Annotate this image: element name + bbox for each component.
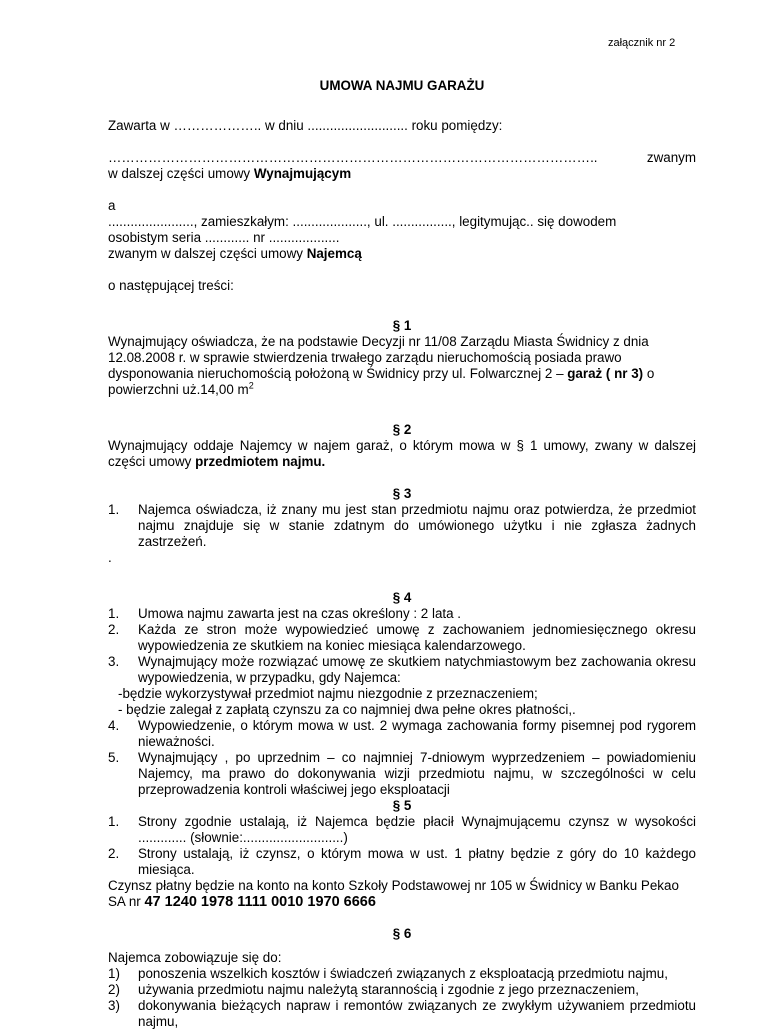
s1-text-bold: garaż ( nr 3) [567,366,644,381]
intro-line-2 [108,150,696,166]
landlord-role-pre: w dalszej części umowy [108,166,254,181]
item-text: Najemca oświadcza, iż znany mu jest stan przedmiotu najmu oraz potwierdza, że przedmiot najmu znajduje się w stanie zdatnym do umówionego użytku i nie zgłasza żadnych zastrzeżeń. [138,502,696,549]
section-3-heading: § 3 [392,486,412,501]
item-text: Umowa najmu zawarta jest na czas określony : 2 lata . [138,606,462,621]
tenant-line-1: ......................., zamieszkałym: ...................., ul. ................, legitymując.. się dowodem [108,214,617,229]
list-item [108,750,696,798]
s1-text-pre: Wynajmujący oświadcza, że na podstawie Decyzji nr 11/08 Zarządu Miasta Świdnicy z dnia 12.08.2008 r. w sprawie stwierdzenia trwałego zarządu nieruchomością posiada prawo dysponowania nieruchomością położoną w Świdnicy przy ul. Folwarcznej 2 – [108,334,649,381]
item-number: 1. [108,502,120,517]
s1-text-post: o powierzchni uż.14,00 m [108,366,655,397]
s1-sup: 2 [248,380,254,391]
item-number: 4. [108,718,120,733]
list-item [108,982,696,998]
list-item [108,998,696,1030]
tenant-role-pre: zwanym w dalszej części umowy [108,246,307,261]
item-text: ponoszenia wszelkich kosztów i świadczeń związanych z eksploatacją przedmiotu najmu, [138,966,668,981]
attachment-label: załącznik nr 2 [608,37,676,49]
list-item [108,622,696,654]
s2-text-pre: Wynajmujący oddaje Najemcy w najem garaż, o którym mowa w § 1 umowy, zwany w dalszej części umowy [108,438,696,469]
item-text: używania przedmiotu najmu należytą starannością i zgodnie z jego przeznaczeniem, [138,982,639,997]
item-number: 2. [108,622,120,637]
list-item [108,502,696,550]
payment-text [108,878,696,910]
s2-text-bold: przedmiotem najmu. [195,454,326,469]
item-number: 1. [108,814,120,829]
section-6-heading: § 6 [392,926,412,941]
list-item [108,606,696,622]
bank-account-number: 47 1240 1978 1111 0010 1970 6666 [144,894,376,910]
item-number: 1) [108,966,120,981]
landlord-role: Wynajmującym [253,166,352,181]
list-item [108,718,696,750]
document-title: UMOWA NAJMU GARAŻU [319,78,485,93]
document-body [108,78,696,1030]
item-text: Każda ze stron może wypowiedzieć umowę z zachowaniem jednomiesięcznego okresu wypowiedzenia ze skutkiem na koniec miesiąca kalendarzowego. [138,622,696,653]
item-text: Strony ustalają, iż czynsz, o którym mowa w ust. 1 płatny będzie z góry do 10 każdego miesiąca. [138,846,696,877]
item-number: 2. [108,846,120,861]
stray-dot: . [108,550,112,565]
item-text: Strony zgodnie ustalają, iż Najemca będzie płacił Wynajmującemu czynsz w wysokości ............. (słownie:...........................) [138,814,696,845]
item-text: Wypowiedzenie, o którym mowa w ust. 2 wymaga zachowania formy pisemnej pod rygorem nieważności. [138,718,696,749]
landlord-tail: zwanym [646,150,696,165]
item-number: 1. [108,606,120,621]
landlord-dots: ……………………………………………………………………………………………….. [108,150,598,165]
section-5-heading: § 5 [392,798,412,813]
item-number: 5. [108,750,120,765]
section-1-text [108,334,696,398]
section-4-heading: § 4 [392,590,412,605]
sub-item: -będzie wykorzystywał przedmiot najmu niezgodnie z przeznaczeniem; [118,686,538,701]
item-number: 3. [108,654,120,669]
sub-item: - będzie zalegał z zapłatą czynszu za co najmniej dwa pełne okres płatności,. [118,702,576,717]
list-item [108,966,696,982]
item-text: dokonywania bieżących napraw i remontów związanych ze zwykłym używaniem przedmiotu najmu, [138,998,696,1029]
conjunction-a: a [108,198,116,213]
section-2-heading: § 2 [392,422,412,437]
list-item [108,654,696,686]
tenant-line-2: osobistym seria ............ nr ................... [108,230,340,245]
item-number: 3) [108,998,120,1013]
content-intro: o następującej treści: [108,278,234,293]
section-2-text [108,438,696,470]
item-text: Wynajmujący może rozwiązać umowę ze skutkiem natychmiastowym bez zachowania okresu wypowiedzenia, w przypadku, gdy Najemca: [138,654,696,685]
intro-line-1: Zawarta w ……………….. w dniu ........................... roku pomiędzy: [108,118,503,133]
item-text: Wynajmujący , po uprzednim – co najmniej 7-dniowym wyprzedzeniem – powiadomieniu Najemcy, ma prawo do dokonywania wizji przedmiotu najmu, w szczególności w celu przeprowadzenia kontroli właściwej jego eksploatacji [138,750,696,797]
tenant-line-3 [108,246,696,262]
tenant-role: Najemcą [306,246,362,261]
list-item [108,814,696,846]
item-number: 2) [108,982,120,997]
payment-text-pre: Czynsz płatny będzie na konto na konto Szkoły Podstawowej nr 105 w Świdnicy w Banku Pekao SA nr [108,878,679,909]
intro-line-3 [108,166,696,182]
list-item [108,846,696,878]
section-6-intro: Najemca zobowiązuje się do: [108,950,282,965]
section-1-heading: § 1 [392,318,412,333]
